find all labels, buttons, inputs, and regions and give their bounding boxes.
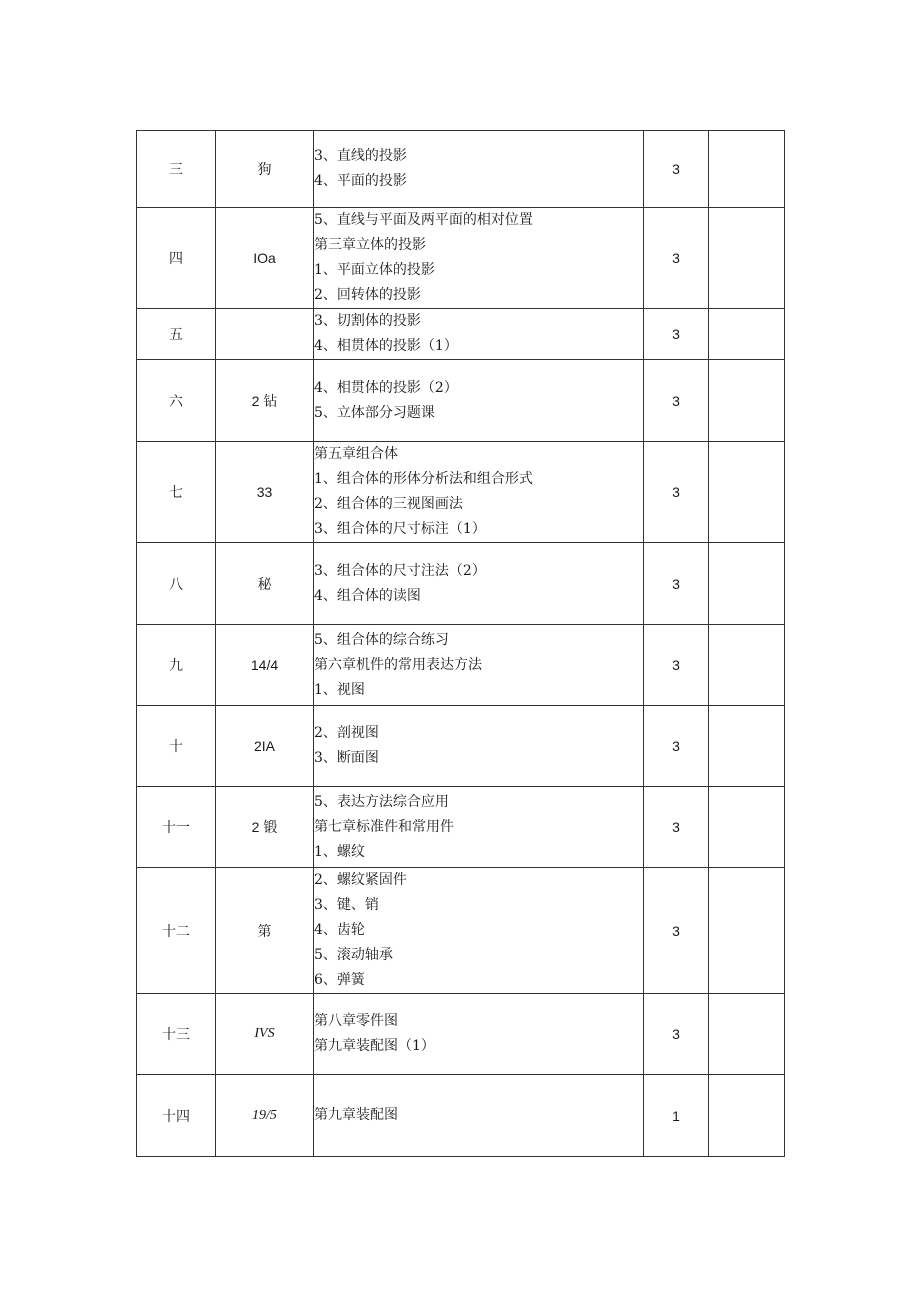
schedule-table <box>136 130 785 1157</box>
content-line: 4、组合体的读图 <box>314 587 421 604</box>
date-cell: 秘 <box>216 543 314 625</box>
note-cell <box>709 131 785 208</box>
note-cell <box>709 309 785 360</box>
content-cell <box>314 625 644 706</box>
content-line: 第五章组合体 <box>314 446 398 462</box>
table-row <box>137 787 785 868</box>
content-line: 2、回转体的投影 <box>314 287 421 303</box>
note-cell <box>709 360 785 442</box>
content-cell <box>314 131 644 208</box>
content-line: 3、组合体的尺寸注法（2） <box>314 562 486 579</box>
content-line: 4、相贯体的投影（2） <box>314 379 458 396</box>
content-line: 2、组合体的三视图画法 <box>314 496 463 512</box>
note-cell <box>709 787 785 868</box>
week-cell: 十一 <box>137 787 216 868</box>
content-line: 4、相贯体的投影（1） <box>314 338 458 354</box>
hours-cell: 3 <box>644 131 709 208</box>
note-cell <box>709 208 785 309</box>
hours-cell: 3 <box>644 994 709 1075</box>
hours-cell: 3 <box>644 543 709 625</box>
note-cell <box>709 868 785 994</box>
hours-cell: 3 <box>644 309 709 360</box>
content-cell <box>314 360 644 442</box>
content-line: 4、齿轮 <box>314 922 365 938</box>
content-line: 5、滚动轴承 <box>314 947 393 963</box>
content-line: 2、剖视图 <box>314 725 379 741</box>
table-row <box>137 994 785 1075</box>
week-cell: 九 <box>137 625 216 706</box>
table-row <box>137 868 785 994</box>
content-line: 5、表达方法综合应用 <box>314 793 449 810</box>
content-line: 1、平面立体的投影 <box>314 262 435 278</box>
content-line: 第九章装配图 <box>314 1107 398 1123</box>
table-row <box>137 360 785 442</box>
note-cell <box>709 625 785 706</box>
content-cell <box>314 868 644 994</box>
content-cell <box>314 706 644 787</box>
content-line: 第八章零件图 <box>314 1013 398 1029</box>
table-row <box>137 309 785 360</box>
content-cell <box>314 543 644 625</box>
week-cell: 三 <box>137 131 216 208</box>
content-cell <box>314 787 644 868</box>
date-cell: IOa <box>216 208 314 309</box>
content-line: 第六章机件的常用表达方法 <box>314 656 482 673</box>
date-cell: 2 锻 <box>216 787 314 868</box>
content-line: 3、键、销 <box>314 897 379 913</box>
content-line: 3、组合体的尺寸标注（1） <box>314 521 486 537</box>
date-cell: 33 <box>216 442 314 543</box>
date-cell: 2 钻 <box>216 360 314 442</box>
schedule-body <box>137 131 785 1157</box>
hours-cell: 3 <box>644 787 709 868</box>
table-row <box>137 543 785 625</box>
content-line: 2、螺纹紧固件 <box>314 872 407 888</box>
week-cell: 十三 <box>137 994 216 1075</box>
date-cell: 14/4 <box>216 625 314 706</box>
hours-cell: 3 <box>644 706 709 787</box>
week-cell: 四 <box>137 208 216 309</box>
table-row <box>137 625 785 706</box>
date-cell: 第 <box>216 868 314 994</box>
hours-cell: 3 <box>644 625 709 706</box>
table-row <box>137 442 785 543</box>
content-cell <box>314 309 644 360</box>
content-line: 5、立体部分习题课 <box>314 404 435 421</box>
hours-cell: 3 <box>644 208 709 309</box>
week-cell: 六 <box>137 360 216 442</box>
content-line: 5、直线与平面及两平面的相对位置 <box>314 212 533 228</box>
week-cell: 八 <box>137 543 216 625</box>
note-cell <box>709 442 785 543</box>
hours-cell: 3 <box>644 360 709 442</box>
hours-cell: 3 <box>644 868 709 994</box>
content-line: 第七章标准件和常用件 <box>314 818 454 835</box>
content-line: 1、组合体的形体分析法和组合形式 <box>314 471 533 487</box>
hours-cell: 3 <box>644 442 709 543</box>
week-cell: 五 <box>137 309 216 360</box>
content-line: 5、组合体的综合练习 <box>314 631 449 648</box>
note-cell <box>709 1075 785 1157</box>
content-line: 3、切割体的投影 <box>314 313 421 329</box>
date-cell: IVS <box>216 994 314 1075</box>
date-cell: 狗 <box>216 131 314 208</box>
date-cell: 2IA <box>216 706 314 787</box>
date-cell <box>216 309 314 360</box>
week-cell: 十四 <box>137 1075 216 1157</box>
content-cell <box>314 208 644 309</box>
content-line: 1、视图 <box>314 681 365 698</box>
week-cell: 十二 <box>137 868 216 994</box>
week-cell: 七 <box>137 442 216 543</box>
content-line: 1、螺纹 <box>314 843 365 860</box>
content-line: 6、弹簧 <box>314 972 365 988</box>
table-row <box>137 208 785 309</box>
hours-cell: 1 <box>644 1075 709 1157</box>
content-line: 3、直线的投影 <box>314 148 407 164</box>
content-cell <box>314 994 644 1075</box>
table-row <box>137 1075 785 1157</box>
note-cell <box>709 706 785 787</box>
table-row <box>137 131 785 208</box>
content-line: 4、平面的投影 <box>314 173 407 189</box>
content-line: 3、断面图 <box>314 750 379 766</box>
content-line: 第九章装配图（1） <box>314 1038 435 1054</box>
content-cell <box>314 1075 644 1157</box>
date-cell: 19/5 <box>216 1075 314 1157</box>
note-cell <box>709 994 785 1075</box>
week-cell: 十 <box>137 706 216 787</box>
table-row <box>137 706 785 787</box>
content-cell <box>314 442 644 543</box>
content-line: 第三章立体的投影 <box>314 237 426 253</box>
note-cell <box>709 543 785 625</box>
